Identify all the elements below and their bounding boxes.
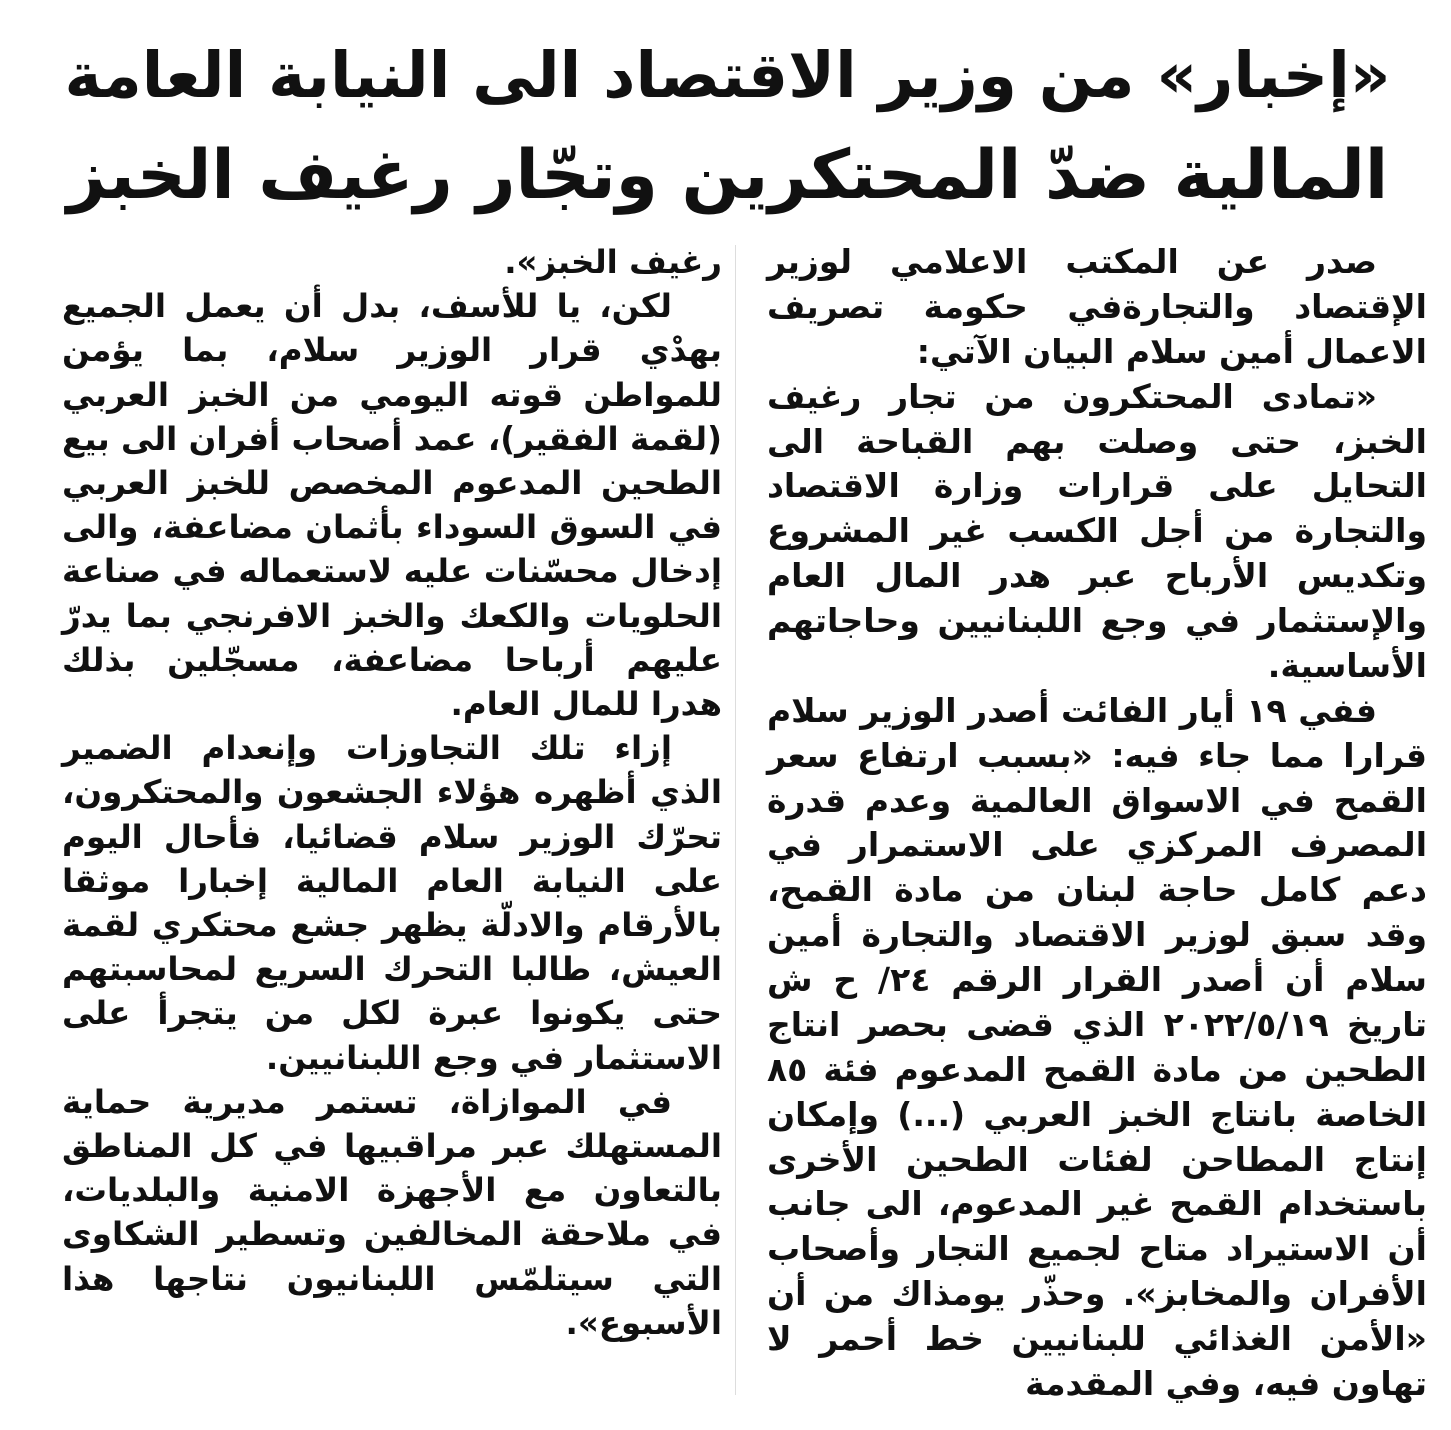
paragraph: صدر عن المكتب الاعلامي لوزير الإقتصاد والتجارةفي حكومة تصريف الاعمال أمين سلام البيان الآتي: [767, 242, 1427, 371]
paragraph: لكن، يا للأسف، بدل أن يعمل الجميع بهدْي قرار الوزير سلام، بما يؤمن للمواطن قوته اليومي من الخبز العربي (لقمة الفقير)، عمد أصحاب أفران الى بيع الطحين المدعوم المخصص للخبز العربي في السوق السوداء بأثمان مضاعفة، والى إدخال محسّنات عليه لاستعماله في صناعة الحلويات والكعك والخبز الافرنجي بما يدرّ عليهم أرباحا مضاعفة، مسجّلين بذلك هدرا للمال العام. [62, 287, 722, 724]
paragraph: إزاء تلك التجاوزات وإنعدام الضمير الذي أظهره هؤلاء الجشعون والمحتكرون، تحرّك الوزير سلام قضائيا، فأحال اليوم على النيابة العام المالية إخبارا موثقا بالأرقام والادلّة يظهر جشع محتكري لقمة العيش، طالبا التحرك السريع لمحاسبتهم حتى يكونوا عبرة لكل من يتجرأ على الاستثمار في وجع اللبنانيين. [62, 729, 722, 1077]
paragraph: في الموازاة، تستمر مديرية حماية المستهلك عبر مراقبيها في كل المناطق بالتعاون مع الأجهزة الامنية والبلديات، في ملاحقة المخالفين وتسطير الشكاوى التي سيتلمّس اللبنانيون نتاجها هذا الأسبوع». [62, 1082, 722, 1342]
headline [60, 26, 1395, 226]
headline-line-1: «إخبار» من وزير الاقتصاد الى النيابة العامة [64, 39, 1391, 112]
headline-line-2: المالية ضدّ المحتكرين وتجّار رغيف الخبز [66, 136, 1389, 215]
article-column-right [767, 240, 1427, 1407]
column-divider [735, 245, 736, 1395]
paragraph: رغيف الخبز». [504, 243, 722, 281]
paragraph: ففي ١٩ أيار الفائت أصدر الوزير سلام قرارا مما جاء فيه: «بسبب ارتفاع سعر القمح في الاسواق العالمية وعدم قدرة المصرف المركزي على الاستمرار في دعم كامل حاجة لبنان من مادة القمح، وقد سبق لوزير الاقتصاد والتجارة أمين سلام أن أصدر القرار الرقم ٢٤/ ح ش تاريخ ٢٠٢٢/٥/١٩ الذي قضى بحصر انتاج الطحين من مادة القمح المدعوم فئة ٨٥ الخاصة بانتاج الخبز العربي (...) وإمكان إنتاج المطاحن لفئات الطحين الأخرى باستخدام القمح غير المدعوم، الى جانب أن الاستيراد متاح لجميع التجار وأصحاب الأفران والمخابز». وحذّر يومذاك من أن «الأمن الغذائي للبنانيين خط أحمر لا تهاون فيه، وفي المقدمة [767, 690, 1427, 1403]
paragraph: «تمادى المحتكرون من تجار رغيف الخبز، حتى وصلت بهم القباحة الى التحايل على قرارات وزارة الاقتصاد والتجارة من أجل الكسب غير المشروع وتكديس الأرباح عبر هدر المال العام والإستثمار في وجع اللبنانيين وحاجاتهم الأساسية. [767, 376, 1427, 685]
article-column-left [62, 240, 722, 1345]
